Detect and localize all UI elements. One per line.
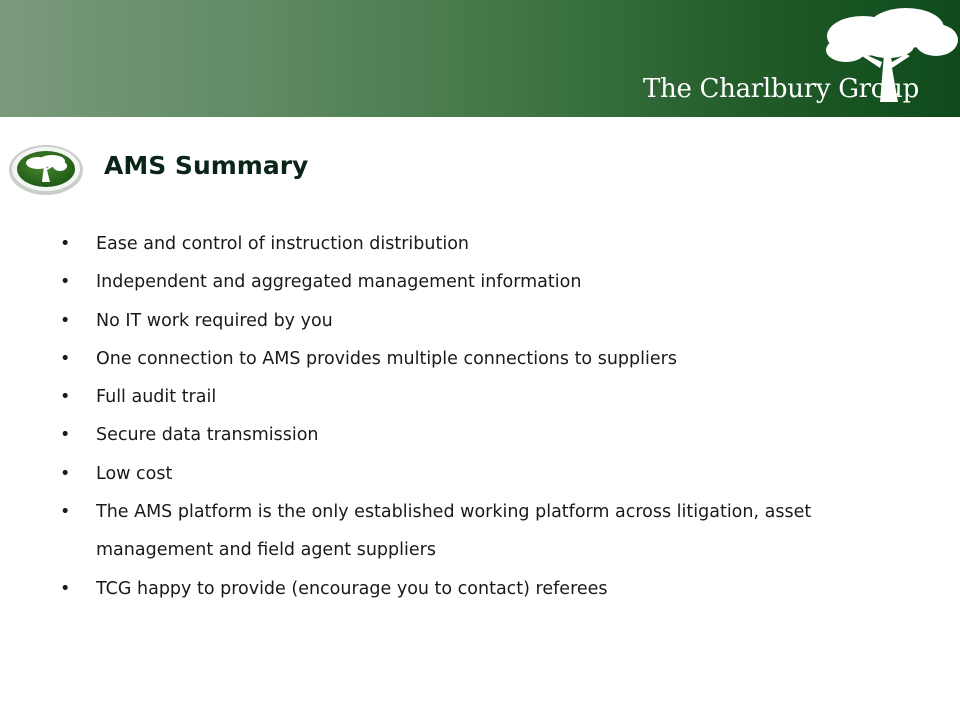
bullet-icon: • <box>60 425 71 446</box>
list-item <box>58 378 918 416</box>
tree-badge-icon <box>8 142 84 196</box>
brand-name: The Charlbury Group <box>643 74 919 104</box>
bullet-list <box>58 225 918 608</box>
list-item <box>58 263 918 301</box>
bullet-icon: • <box>60 310 71 331</box>
bullet-text: The AMS platform is the only established working platform across litigation, asset management and field agent suppliers <box>96 502 812 561</box>
header-banner <box>0 0 960 117</box>
list-item <box>58 455 918 493</box>
list-item <box>58 570 918 608</box>
list-item <box>58 493 918 570</box>
bullet-text: One connection to AMS provides multiple connections to suppliers <box>96 348 677 369</box>
bullet-text: No IT work required by you <box>96 310 333 331</box>
bullet-icon: • <box>60 234 71 254</box>
bullet-text: Low cost <box>96 463 173 484</box>
bullet-icon: • <box>60 348 71 369</box>
bullet-text: Full audit trail <box>96 387 217 408</box>
bullet-icon: • <box>60 463 71 484</box>
bullet-icon: • <box>60 578 71 599</box>
list-item <box>58 302 918 340</box>
bullet-text: Secure data transmission <box>96 425 319 446</box>
list-item <box>58 225 918 263</box>
bullet-icon: • <box>60 387 71 408</box>
list-item <box>58 340 918 378</box>
page-title: AMS Summary <box>104 151 309 180</box>
bullet-text: Ease and control of instruction distribution <box>96 234 470 254</box>
bullet-icon: • <box>60 272 71 293</box>
bullet-text: TCG happy to provide (encourage you to contact) referees <box>96 578 608 599</box>
bullet-text: Independent and aggregated management information <box>96 272 582 293</box>
bullet-icon: • <box>60 502 71 523</box>
list-item <box>58 416 918 454</box>
